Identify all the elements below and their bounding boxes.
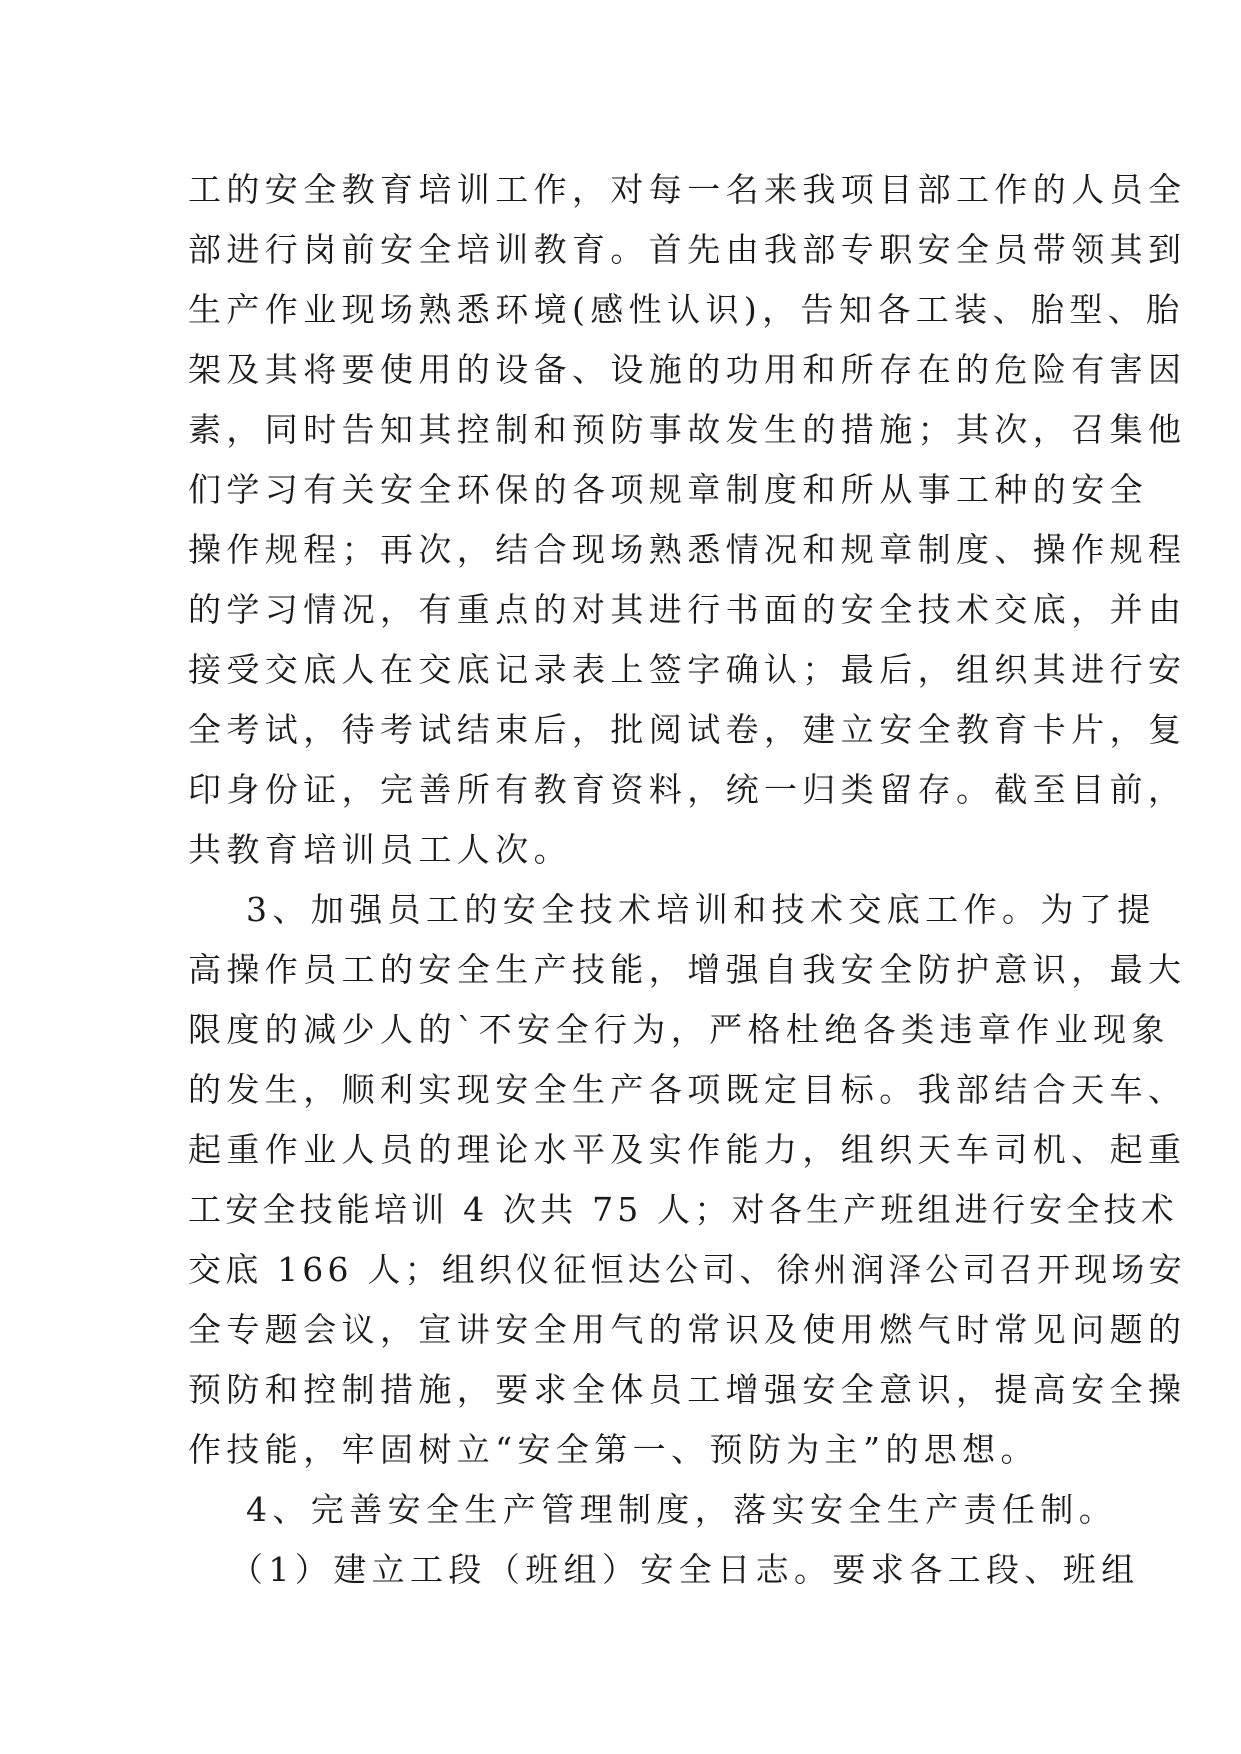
document-body [188, 160, 1187, 1600]
text-line: 的学习情况，有重点的对其进行书面的安全技术交底，并由 [188, 590, 1187, 629]
text-line: 高操作员工的安全生产技能，增强自我安全防护意识，最大 [188, 950, 1187, 989]
text-line: 生产作业现场熟悉环境(感性认识)，告知各工装、胎型、胎 [188, 290, 1185, 329]
text-line: 工安全技能培训 4 次共 75 人；对各生产班组进行安全技术 [188, 1190, 1178, 1229]
subsection-1-heading: （1）建立工段（班组）安全日志。要求各工段、班组 [230, 1550, 1140, 1589]
text-line: 的发生，顺利实现安全生产各项既定目标。我部结合天车、 [188, 1070, 1187, 1109]
paragraph-4-heading: 4、完善安全生产管理制度，落实安全生产责任制。 [246, 1490, 1118, 1529]
text-line: 素，同时告知其控制和预防事故发生的措施；其次，召集他 [188, 410, 1187, 449]
text-line: 工的安全教育培训工作，对每一名来我项目部工作的人员全 [188, 170, 1187, 209]
text-line: 作技能，牢固树立“安全第一、预防为主”的思想。 [188, 1430, 1039, 1469]
text-line: 起重作业人员的理论水平及实作能力，组织天车司机、起重 [188, 1130, 1187, 1169]
text-line: 交底 166 人；组织仪征恒达公司、徐州润泽公司召开现场安 [188, 1250, 1186, 1289]
paragraph-3-start: 3、加强员工的安全技术培训和技术交底工作。为了提 [246, 890, 1156, 929]
text-line: 限度的减少人的`不安全行为，严格杜绝各类违章作业现象 [188, 1010, 1170, 1049]
text-line: 接受交底人在交底记录表上签字确认；最后，组织其进行安 [188, 650, 1187, 689]
text-line: 印身份证，完善所有教育资料，统一归类留存。截至目前， [188, 770, 1187, 809]
text-line: 操作规程；再次，结合现场熟悉情况和规章制度、操作规程 [188, 530, 1187, 569]
text-line: 部进行岗前安全培训教育。首先由我部专职安全员带领其到 [188, 230, 1187, 269]
text-line: 全考试，待考试结束后，批阅试卷，建立安全教育卡片，复 [188, 710, 1187, 749]
text-line: 架及其将要使用的设备、设施的功用和所存在的危险有害因 [188, 350, 1187, 389]
text-line: 们学习有关安全环保的各项规章制度和所从事工种的安全 [188, 470, 1148, 509]
text-line: 预防和控制措施，要求全体员工增强安全意识，提高安全操 [188, 1370, 1187, 1409]
text-line: 全专题会议，宣讲安全用气的常识及使用燃气时常见问题的 [188, 1310, 1187, 1349]
text-line: 共教育培训员工人次。 [188, 830, 572, 869]
